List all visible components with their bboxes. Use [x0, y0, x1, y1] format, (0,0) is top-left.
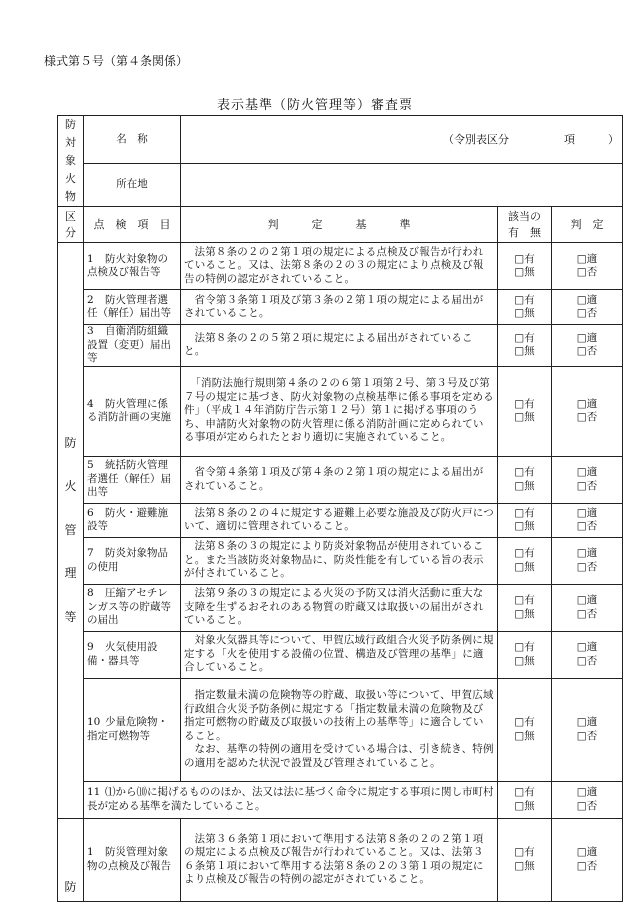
judgement-standard: 法第８条の３の規定により防炎対象物品が使用されていること。また当該防炎対象物品に、防炎性能を有している旨の表示が付されていること。: [181, 537, 498, 584]
section-disaster-management: 防: [58, 818, 84, 901]
applicable-checkboxes[interactable]: □有 □無: [498, 366, 552, 456]
judgement-standard: 対象火気器具等について、甲賀広域行政組合火災予防条例に規定する「火を使用する設備の位置、構造及び管理の基準」に適合していること。: [181, 631, 498, 678]
judgement-checkboxes[interactable]: □適 □否: [552, 631, 623, 678]
target-label: 防 対象 火 物: [58, 116, 84, 207]
applicable-checkboxes[interactable]: □有 □無: [498, 537, 552, 584]
applicable-checkboxes[interactable]: □有 □無: [498, 325, 552, 367]
judgement-checkboxes[interactable]: □適 □否: [552, 366, 623, 456]
name-row: [58, 116, 623, 164]
judgement-checkboxes[interactable]: □適 □否: [552, 456, 623, 503]
inspection-item: 6 防火・避難施設等: [84, 503, 181, 537]
judgement-checkboxes[interactable]: □適 □否: [552, 243, 623, 290]
inspection-item: 9 火気使用設備・器具等: [84, 631, 181, 678]
table-row: [58, 503, 623, 537]
inspection-item: 7 防炎対象物品の使用: [84, 537, 181, 584]
inspection-item: 10 少量危険物・指定可燃物等: [84, 678, 181, 781]
table-row: [58, 584, 623, 631]
judgement-checkboxes[interactable]: □適 □否: [552, 781, 623, 818]
judgement-standard: 指定数量未満の危険物等の貯蔵、取扱い等について、甲賀広域行政組合火災予防条例に規定する「指定数量未満の危険物及び指定可燃物の貯蔵及び取扱いの技術上の基準等」に適合していること。 なお、基準の特例の適用を受けている場合は、引き続き、特例の適用を認めた状況で設置及び管理されていること。: [181, 678, 498, 781]
judgement-checkboxes[interactable]: □適 □否: [552, 678, 623, 781]
form-reference: 様式第５号（第４条関係）: [44, 54, 189, 68]
table-row: [58, 243, 623, 290]
applicable-checkboxes[interactable]: □有 □無: [498, 584, 552, 631]
inspection-item: 2 防火管理者選任（解任）届出等: [84, 290, 181, 325]
review-table: [57, 115, 623, 902]
judgement-standard: 法第９条の３の規定による火災の予防又は消火活動に重大な支障を生ずるおそれのある物質の貯蔵又は取扱いの届出がされていること。: [181, 584, 498, 631]
judgement-standard: 法第８条の２の２第１項の規定による点検及び報告が行われていること。又は、法第８条の２の３の規定により点検及び報告の特例の認定がされていること。: [181, 243, 498, 290]
table-row: [58, 678, 623, 781]
judgement-checkboxes[interactable]: □適 □否: [552, 584, 623, 631]
col-applicable: 該当の 有 無: [498, 207, 552, 243]
col-division: 区 分: [58, 207, 84, 243]
applicable-checkboxes[interactable]: □有 □無: [498, 243, 552, 290]
judgement-checkboxes[interactable]: □適 □否: [552, 325, 623, 367]
section-fire-management: 防 火 管 理 等: [58, 243, 84, 819]
inspection-item: 8 圧縮アセチレンガス等の貯蔵等の届出: [84, 584, 181, 631]
table-row: [58, 537, 623, 584]
usage-classification-field[interactable]: （令別表区分 項 ）: [181, 116, 623, 164]
applicable-checkboxes[interactable]: □有 □無: [498, 781, 552, 818]
table-row: [58, 290, 623, 325]
judgement-standard: 省令第３条第１項及び第３条の２第１項の規定による届出がされていること。: [181, 290, 498, 325]
address-label: 所在地: [84, 163, 181, 206]
judgement-standard: 法第８条の２の５第２項に規定による届出がされていること。: [181, 325, 498, 367]
col-standard: 判 定 基 準: [181, 207, 498, 243]
address-row: [58, 163, 623, 206]
applicable-checkboxes[interactable]: □有 □無: [498, 503, 552, 537]
table-row: [58, 456, 623, 503]
judgement-checkboxes[interactable]: □適 □否: [552, 537, 623, 584]
judgement-standard: 法第８条の２の４に規定する避難上必要な施設及び防火戸について、適切に管理されていること。: [181, 503, 498, 537]
inspection-item-other: 11 ⑴から⑽に掲げるもののほか、法又は法に基づく命令に規定する事項に関し市町村長が定める基準を満たしていること。: [84, 781, 498, 818]
address-field[interactable]: [181, 163, 623, 206]
judgement-checkboxes[interactable]: □適 □否: [552, 503, 623, 537]
inspection-item: 3 自衛消防組織設置（変更）届出等: [84, 325, 181, 367]
judgement-standard: 法第３６条第１項において準用する法第８条の２の２第１項の規定による点検及び報告が行われていること。又は、法第３６条第１項において準用する法第８条の２の３第１項の規定により点検及び報告の特例の認定がされていること。: [181, 818, 498, 901]
applicable-checkboxes[interactable]: □有 □無: [498, 456, 552, 503]
judgement-standard: 「消防法施行規則第４条の２の６第１項第２号、第３号及び第７号の規定に基づき、防火対象物の点検基準に係る事項を定める件」（平成１４年消防庁告示第１２号）第１に掲げる事項のうち、申請防火対象物の防火管理に係る消防計画に定められている事項が定められたとおり適切に実施されていること。: [181, 366, 498, 456]
judgement-checkboxes[interactable]: □適 □否: [552, 818, 623, 901]
document-title: 表示基準（防火管理等）審査票: [216, 98, 413, 113]
applicable-checkboxes[interactable]: □有 □無: [498, 818, 552, 901]
inspection-item: 5 統括防火管理者選任（解任）届出等: [84, 456, 181, 503]
judgement-checkboxes[interactable]: □適 □否: [552, 290, 623, 325]
col-item: 点 検 項 目: [84, 207, 181, 243]
applicable-checkboxes[interactable]: □有 □無: [498, 678, 552, 781]
table-row: [58, 781, 623, 818]
applicable-checkboxes[interactable]: □有 □無: [498, 631, 552, 678]
inspection-item: 4 防火管理に係る消防計画の実施: [84, 366, 181, 456]
col-judgement: 判 定: [552, 207, 623, 243]
table-row: [58, 818, 623, 901]
name-label: 名 称: [84, 116, 181, 164]
table-row: [58, 631, 623, 678]
applicable-checkboxes[interactable]: □有 □無: [498, 290, 552, 325]
inspection-item: 1 防災管理対象物の点検及び報告: [84, 818, 181, 901]
table-row: [58, 366, 623, 456]
table-row: [58, 325, 623, 367]
column-header-row: [58, 207, 623, 243]
inspection-item: 1 防火対象物の点検及び報告等: [84, 243, 181, 290]
judgement-standard: 省令第４条第１項及び第４条の２第１項の規定による届出がされていること。: [181, 456, 498, 503]
